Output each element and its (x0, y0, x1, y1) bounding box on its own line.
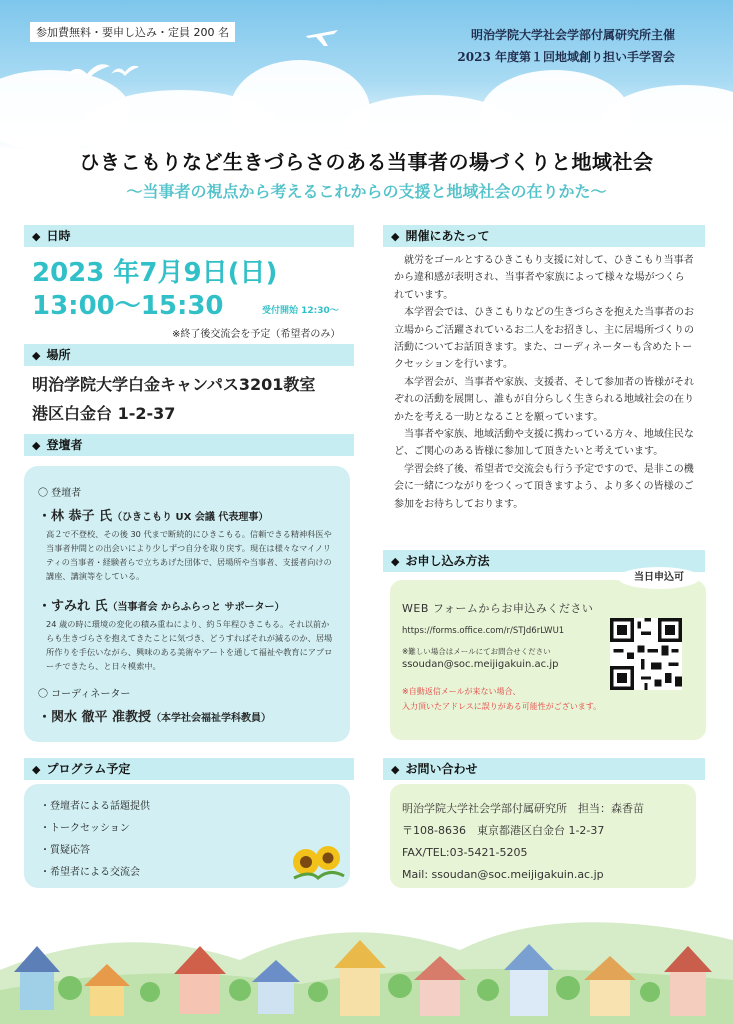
town-illustration (0, 880, 733, 1024)
list-item: ・登壇者による話題提供 (40, 801, 150, 812)
warning-line: 入力頂いたアドレスに誤りがある可能性がございます。 (402, 702, 602, 711)
form-url-link[interactable]: https://forms.office.com/r/STJd6rLWU1 (402, 626, 565, 636)
section-heading: 開催にあたって (405, 229, 490, 243)
list-item: ・質疑応答 (40, 845, 90, 856)
event-time: 13:00〜15:30 (32, 291, 224, 321)
paragraph: 学習会終了後、希望者で交流会も行う予定ですので、是非この機会に一緒につながりをつくって頂きますよう、より多くの皆様のご参加をお待ちしております。 (394, 463, 694, 510)
speaker-name-text: ・すみれ 氏 (38, 599, 108, 614)
speaker-1-description: 高２で不登校、その後 30 代まで断続的にひきこもる。信頼できる精神科医や当事者仲間との出会いにより少しずつ自分を取り戻す。現在は様々なマイノリティの当事者・経験者らで立ちあげた団体で、居場所や当事者、支援者向けの講座、講演等をしている。 (46, 529, 332, 581)
diamond-icon: ◆ (32, 763, 41, 776)
section-speakers (24, 434, 354, 456)
speaker-affiliation: （当事者会 からふらっと サポーター） (107, 602, 285, 613)
coordinator-name (38, 706, 336, 725)
speaker-2-name (38, 595, 336, 614)
bird-icon (110, 62, 140, 80)
speaker-affiliation: （本学社会福祉学科教員） (151, 713, 272, 724)
purpose-text (394, 252, 694, 513)
airplane-icon (304, 24, 340, 48)
diamond-icon: ◆ (391, 555, 400, 568)
email-link[interactable]: ssoudan@soc.meijigakuin.ac.jp (402, 659, 559, 670)
reception-time: 受付開始 12:30〜 (262, 306, 339, 316)
speaker-name-text: ・関水 徹平 准教授 (38, 710, 152, 725)
list-item: ・トークセッション (40, 823, 130, 834)
warning-line: ※自動返信メールが来ない場合、 (402, 687, 521, 696)
bird-icon (62, 58, 112, 88)
venue-address: 港区白金台 1-2-37 (32, 404, 176, 423)
venue-name: 明治学院大学白金キャンパス3201教室 (32, 375, 316, 394)
diamond-icon: ◆ (391, 230, 400, 243)
subtitle: 〜当事者の視点から考えるこれからの支援と地域社会の在りかた〜 (126, 182, 607, 201)
same-day-badge: 当日申込可 (618, 567, 700, 589)
main-title: ひきこもりなど生きづらさのある当事者の場づくりと地域社会 (79, 150, 654, 174)
paragraph: 就労をゴールとするひきこもり支援に対して、ひきこもり当事者から違和感が表明され、当事者や家族によって様々な場がつくられています。 (394, 255, 694, 301)
contact-org: 明治学院大学社会学部付属研究所 担当：森香苗 (402, 802, 644, 815)
section-program (24, 758, 354, 780)
contact-box (390, 784, 696, 888)
list-item: ・希望者による交流会 (40, 867, 140, 878)
contact-address: 〒108-8636 東京都港区白金台 1-2-37 (402, 824, 605, 837)
speaker-affiliation: （ひきこもり UX 会議 代表理事） (112, 512, 269, 523)
diamond-icon: ◆ (391, 763, 400, 776)
diamond-icon: ◆ (32, 230, 41, 243)
program-box (24, 784, 350, 888)
speakers-box (24, 466, 350, 742)
section-heading: お申し込み方法 (405, 554, 490, 568)
event-series: 2023 年度第１回地域創り担い手学習会 (457, 50, 675, 64)
event-date: 2023 年7月9日(日) (32, 258, 278, 288)
speaker-1-name (38, 505, 336, 524)
paragraph: 本学習会が、当事者や家族、支援者、そして参加者の皆様がそれぞれの活動を展開し、誰もが自分らしく生きられる地域社会の在りかたを考える一助となることを願っています。 (394, 376, 694, 423)
section-venue (24, 344, 354, 366)
diamond-icon: ◆ (32, 349, 41, 362)
qr-code-icon[interactable] (610, 618, 682, 690)
section-heading: プログラム予定 (46, 762, 131, 776)
section-contact (383, 758, 705, 780)
contact-email[interactable]: Mail: ssoudan@soc.meijigakuin.ac.jp (402, 868, 604, 881)
speaker-2-description: 24 歳の時に環境の変化の積み重ねにより、約５年程ひきこもる。それ以前からも生きづらさを抱えてきたことに気づき、どうすればそれが減るのか、居場所作りを手伝いながら、興味のある美術やアートを通して福祉や教育にアプローチできたら、と日々模索中。 (46, 619, 333, 671)
sky-background (0, 0, 733, 150)
organizer-block (457, 24, 675, 68)
sunflower-icon (290, 844, 346, 880)
paragraph: 当事者や家族、地域活動や支援に携わっている方々、地域住民など、ご関心のある皆様に参加して頂きたいと考えています。 (394, 429, 694, 458)
section-heading: 場所 (46, 348, 71, 362)
contact-phone: FAX/TEL:03-5421-5205 (402, 846, 528, 859)
diamond-icon: ◆ (32, 439, 41, 452)
email-note: ※難しい場合はメールにてお問合せください (402, 647, 551, 656)
coordinator-role-label: 〇 コーディネーター (38, 689, 131, 700)
section-heading: お問い合わせ (405, 762, 478, 776)
section-datetime (24, 225, 354, 247)
paragraph: 本学習会では、ひきこもりなどの生きづらさを抱えた当事者のお立場からご活躍されているお二人をお招きし、主に居場所づくりの活動についてお話頂きます。また、コーディネーターも含めたトークセッションを行います。 (394, 307, 694, 371)
section-heading: 登壇者 (46, 438, 83, 452)
web-form-instruction: WEB フォームからお申込みください (402, 602, 594, 615)
section-heading: 日時 (46, 229, 71, 243)
organizer-name: 明治学院大学社会学部付属研究所主催 (470, 28, 675, 42)
section-purpose (383, 225, 705, 247)
fee-label: 参加費無料・要申し込み・定員 200 名 (30, 22, 235, 42)
speaker-name-text: ・林 恭子 氏 (38, 509, 113, 524)
speaker-role-label: 〇 登壇者 (38, 488, 82, 499)
after-party-note: ※終了後交流会を予定（希望者のみ） (172, 329, 341, 340)
